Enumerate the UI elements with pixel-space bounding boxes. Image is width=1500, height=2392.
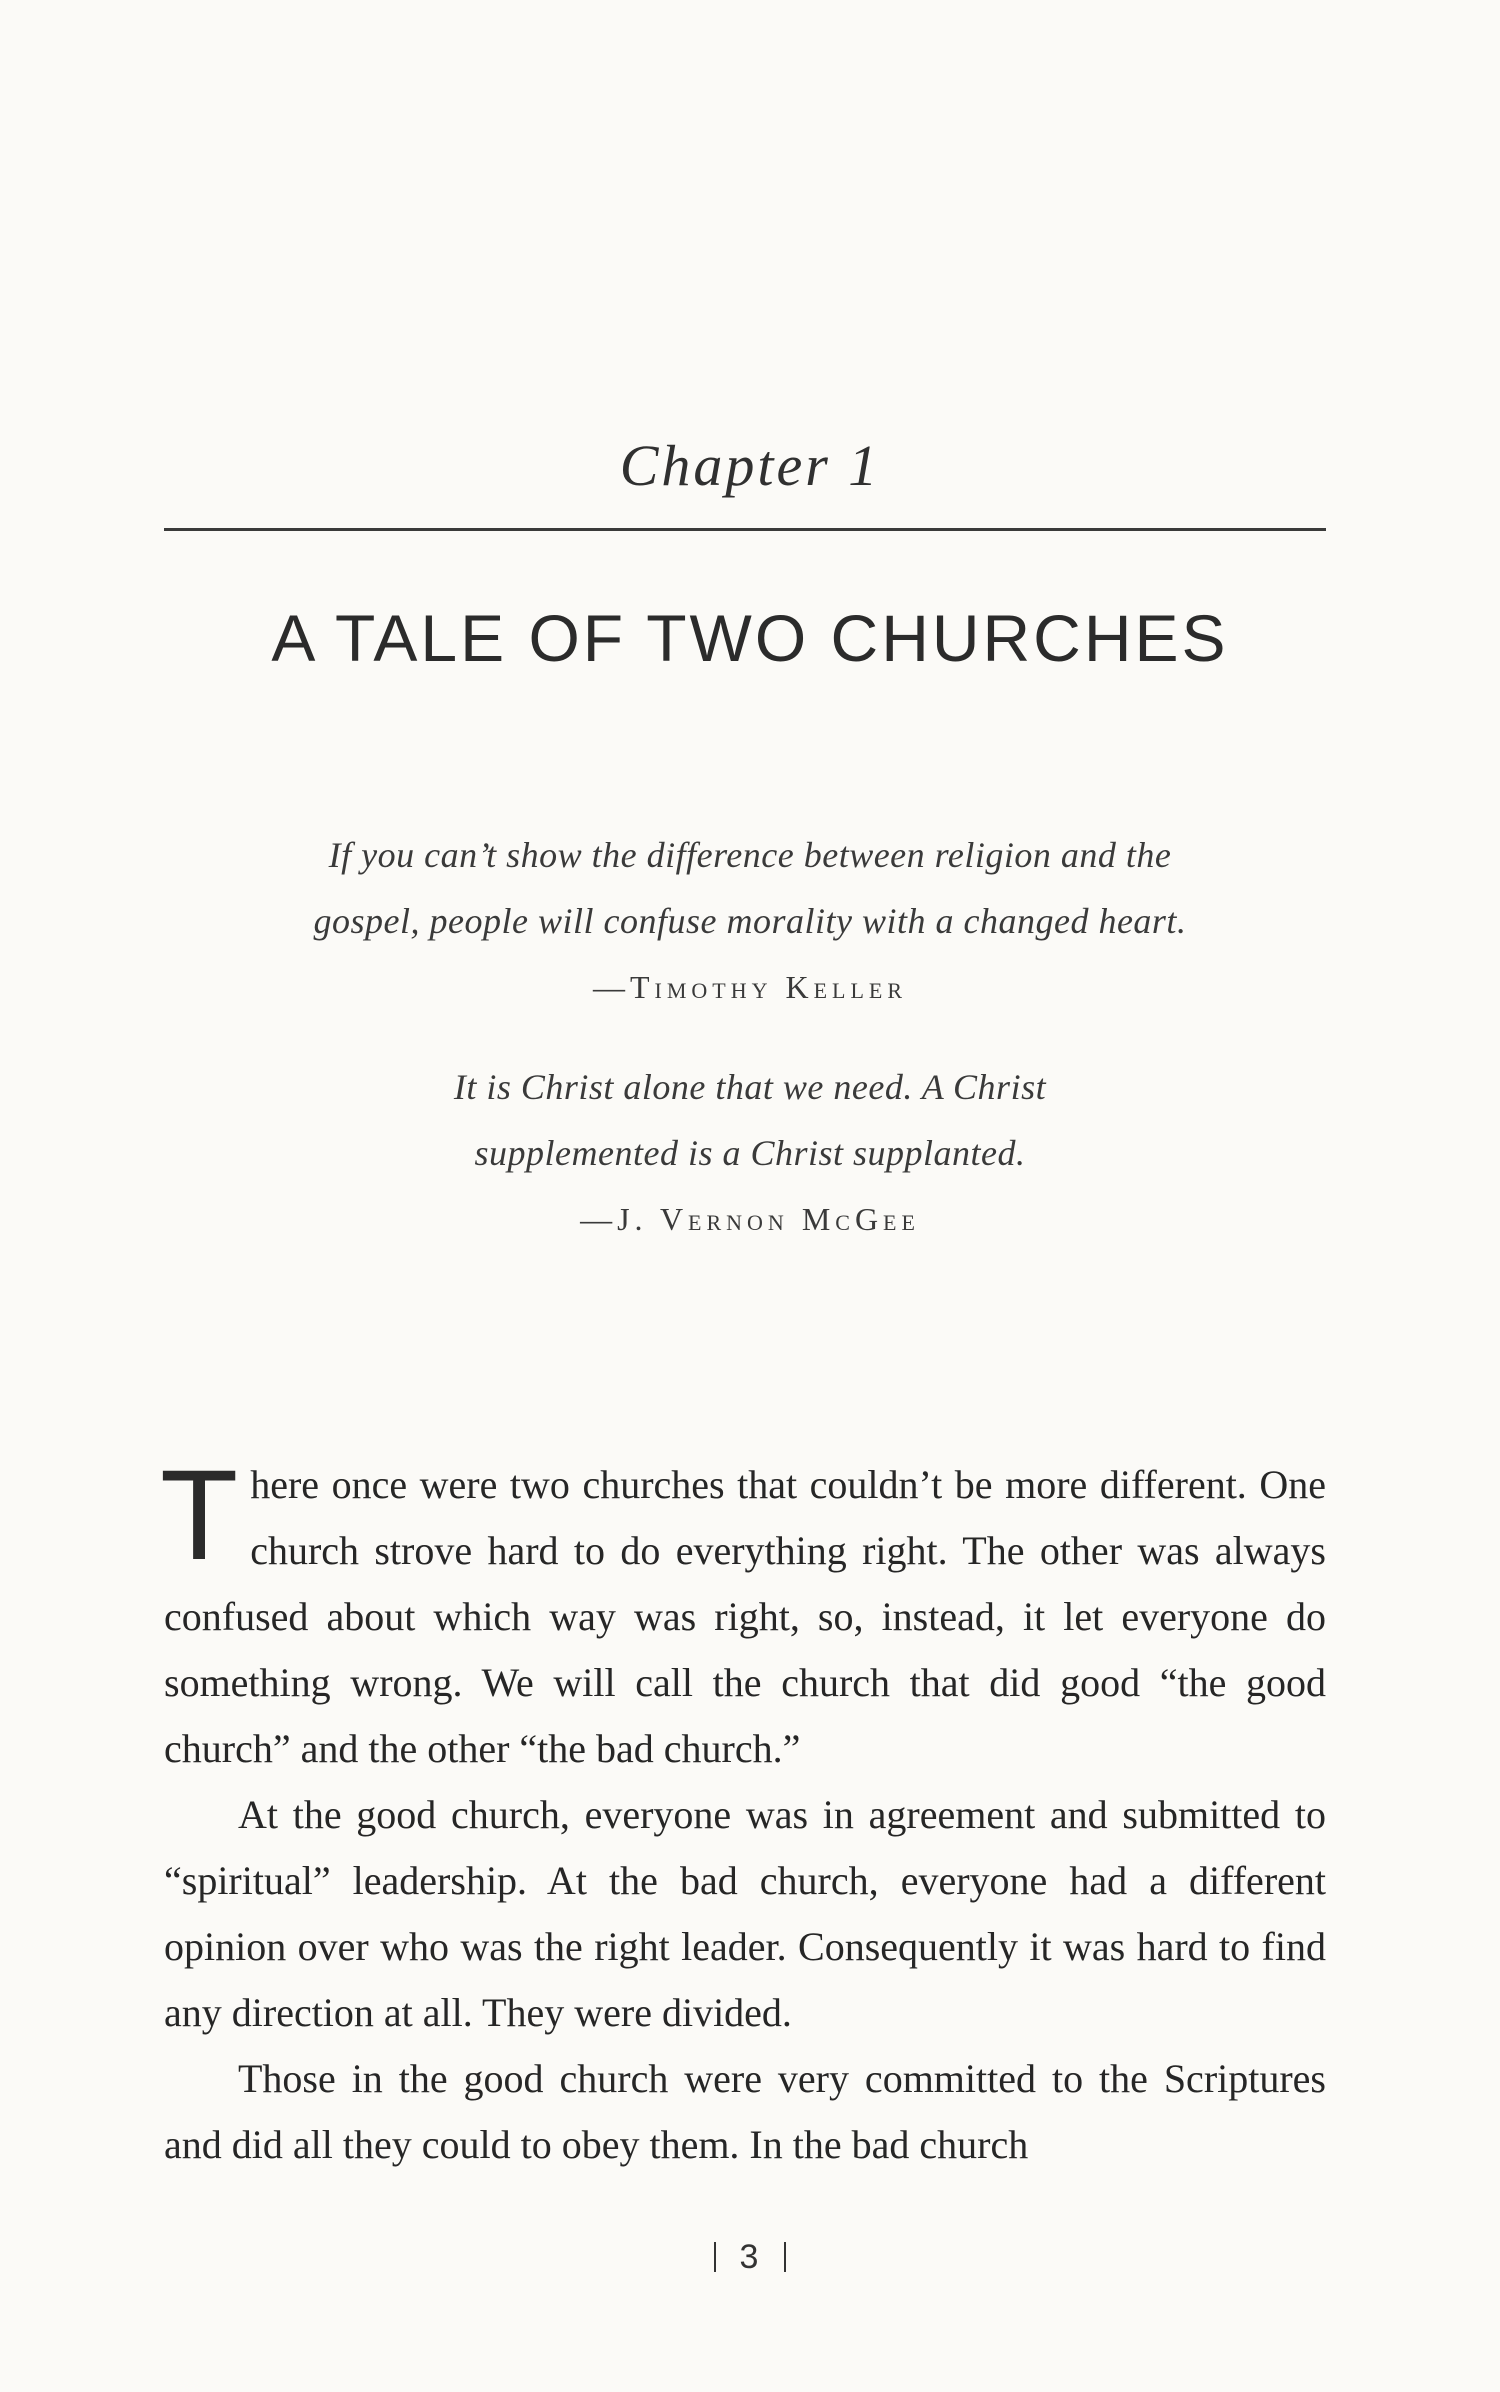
body-text: [160, 1444, 1326, 2178]
page-number: [0, 2238, 1500, 2277]
chapter-divider: [164, 528, 1326, 531]
epigraph-attribution: —J. Vernon McGee: [580, 1201, 920, 1237]
epigraph-attribution: —Timothy Keller: [592, 969, 908, 1005]
paragraph-1: [160, 1444, 1326, 1782]
paragraph-1-text: here once were two churches that couldn’t be more different. One church strove hard to do everything right. The other was always confused about which way was right, so, instead, it let everyone do something wrong. We will call the church that did good “the good church” and the other “the bad church.”: [164, 1462, 1326, 1771]
chapter-title: A TALE OF TWO CHURCHES: [271, 601, 1229, 675]
chapter-label: Chapter 1: [619, 433, 881, 498]
epigraph-line: If you can’t show the difference between religion and the: [328, 835, 1172, 875]
page-number-bar-left: [714, 2242, 716, 2272]
epigraph-line: It is Christ alone that we need. A Christ: [453, 1067, 1047, 1107]
paragraph-2: At the good church, everyone was in agreement and submitted to “spiritual” leadership. At the bad church, everyone had a different opinion over who was the right leader. Consequently it was hard to find any direction at all. They were divided.: [164, 1792, 1326, 2035]
epigraph-mcgee: [0, 1054, 1500, 1252]
epigraph-keller: [0, 822, 1500, 1020]
drop-cap: T: [160, 1444, 239, 1587]
epigraph-line: gospel, people will confuse morality with a changed heart.: [313, 901, 1187, 941]
epigraph-line: supplemented is a Christ supplanted.: [474, 1133, 1026, 1173]
page-number-value: 3: [739, 2238, 761, 2276]
page-number-bar-right: [784, 2242, 786, 2272]
paragraph-3: Those in the good church were very committed to the Scriptures and did all they could to obey them. In the bad church: [164, 2056, 1326, 2167]
